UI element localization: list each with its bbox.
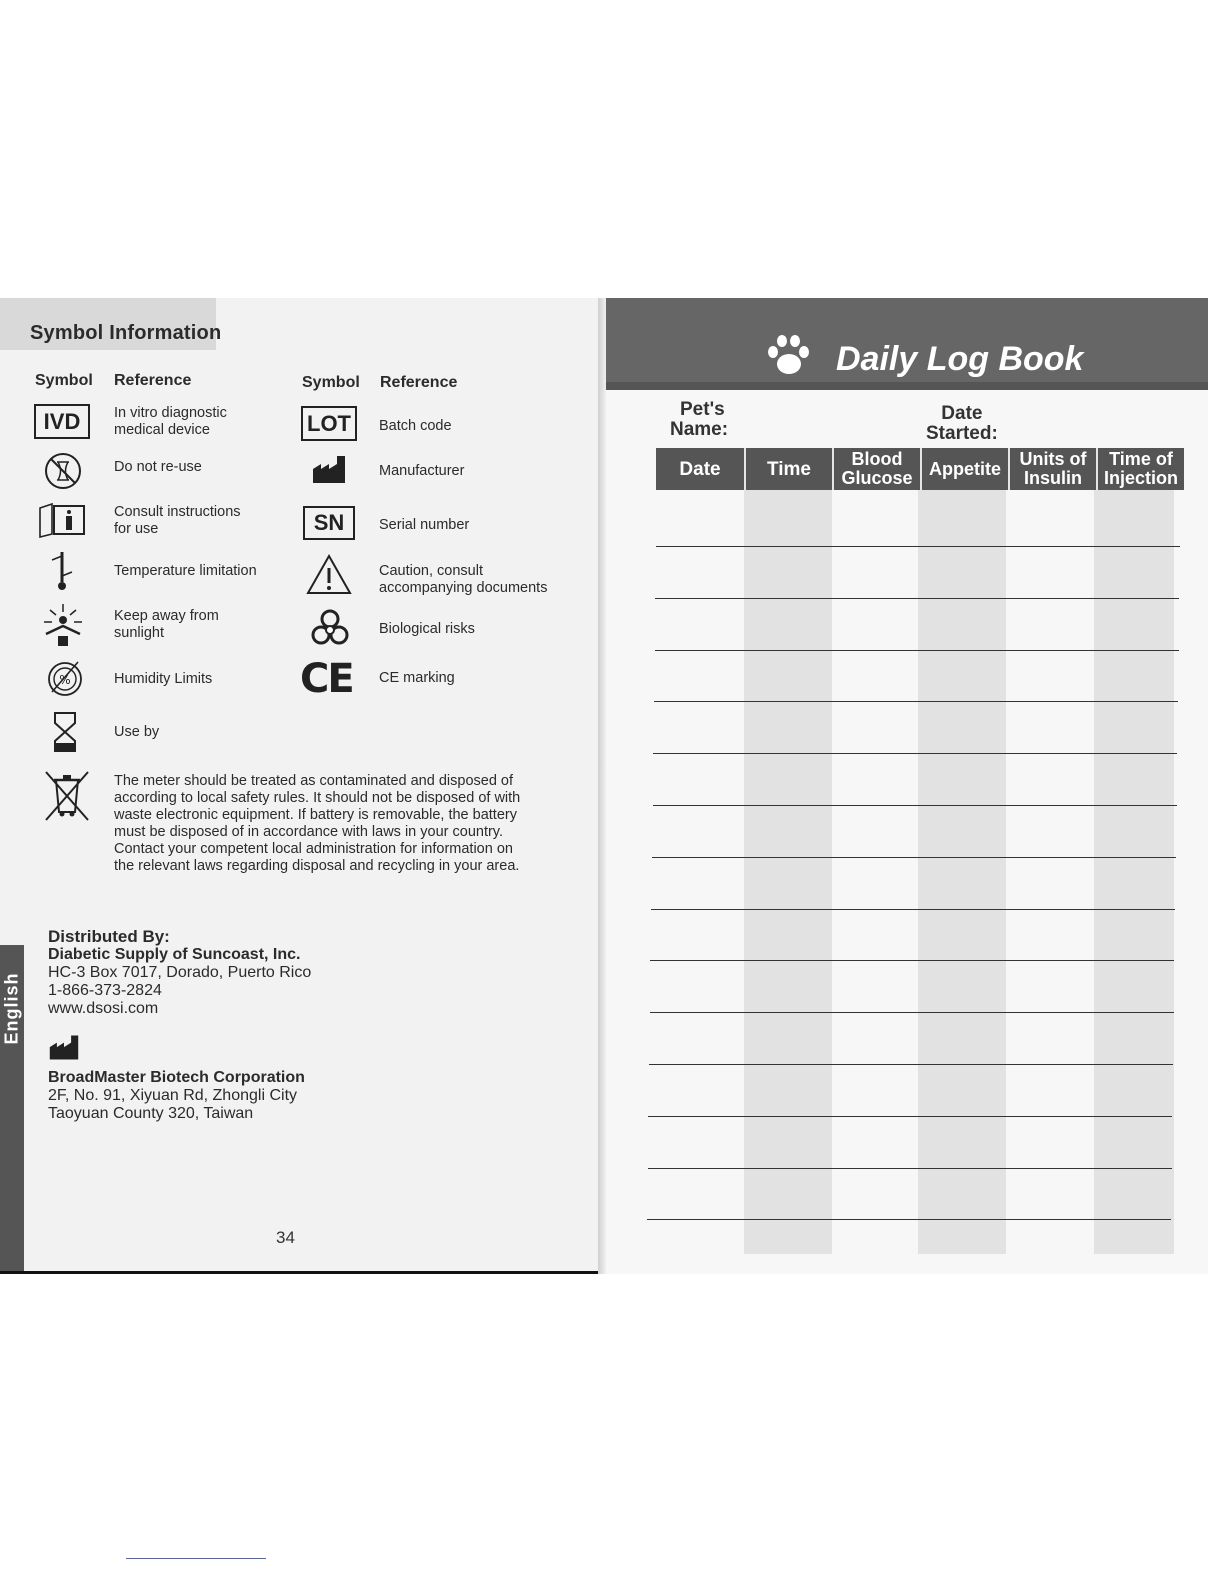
- log-row-line: [654, 701, 1178, 702]
- reference-use-by: Use by: [114, 724, 160, 740]
- hourglass-icon: [50, 710, 80, 754]
- page-number: 34: [276, 1228, 295, 1247]
- biohazard-icon: [308, 606, 352, 650]
- log-row-line: [648, 1116, 1172, 1117]
- manufacturer-logo-icon: [48, 1032, 80, 1069]
- caution-triangle-icon: [306, 552, 352, 596]
- reference-consult-instructions: Consult instructions for use: [114, 504, 241, 537]
- section-title: Symbol Information: [30, 322, 222, 344]
- reference-do-not-reuse: Do not re-use: [114, 459, 202, 475]
- do-not-reuse-icon: [42, 450, 84, 492]
- ivd-box-icon: IVD: [34, 404, 90, 439]
- crossed-bin-icon: [42, 770, 92, 822]
- reference-manufacturer: Manufacturer: [379, 463, 465, 479]
- consult-instructions-icon: [38, 500, 88, 540]
- distributor-block: Distributed By: Diabetic Supply of Suncoast, Inc. HC-3 Box 7017, Dorado, Puerto Rico 1-866-373-2824 www.dsosi.com: [48, 927, 312, 1017]
- column-header-reference: Reference: [114, 372, 192, 389]
- language-side-tab-label: English: [1, 972, 22, 1045]
- manufacturer-block: BroadMaster Biotech Corporation 2F, No. 91, Xiyuan Rd, Zhongli City Taoyuan County 320, Taiwan: [48, 1069, 305, 1122]
- log-row-line: [648, 1168, 1172, 1169]
- log-row-line: [656, 546, 1180, 547]
- reference-biological-risks: Biological risks: [379, 621, 475, 637]
- log-row-line: [647, 1219, 1171, 1220]
- reference-humidity: Humidity Limits: [114, 671, 213, 687]
- reference-serial-number: Serial number: [379, 517, 470, 533]
- lot-box-icon: LOT: [301, 406, 357, 441]
- reference-batch-code: Batch code: [379, 418, 452, 434]
- date-started-label: Date Started:: [926, 403, 998, 444]
- temperature-limit-icon: [44, 548, 80, 594]
- header-blood-glucose: Blood Glucose: [832, 448, 920, 490]
- weee-notice: The meter should be treated as contaminated and disposed of according to local safety rules. It should not be disposed of with waste electronic equipment. If battery is removable, the battery must be disposed of in accordance with laws in your country. Contact your competent local administration for information on the relevant laws regarding disposal and recycling in your area.: [114, 773, 521, 874]
- title-banner-stripe: [606, 382, 1208, 390]
- column-stripe-time: [744, 490, 832, 1254]
- column-header-symbol-2: Symbol: [302, 374, 360, 391]
- log-row-line: [653, 753, 1177, 754]
- reference-sunlight: Keep away from sunlight: [114, 608, 219, 641]
- page-bottom-rule: [0, 1271, 604, 1274]
- header-time: Time: [744, 448, 832, 490]
- log-row-line: [652, 857, 1176, 858]
- log-row-line: [655, 650, 1179, 651]
- column-header-reference-2: Reference: [380, 374, 458, 391]
- log-row-line: [650, 960, 1174, 961]
- paw-print-icon: [762, 332, 812, 383]
- reference-temperature: Temperature limitation: [114, 563, 257, 579]
- log-row-line: [650, 1012, 1174, 1013]
- humidity-limits-icon: [44, 658, 86, 700]
- column-header-symbol: Symbol: [35, 372, 93, 389]
- ce-mark-icon: CE: [300, 656, 353, 702]
- pets-name-label: Pet's Name:: [670, 399, 729, 440]
- reference-caution: Caution, consult accompanying documents: [379, 563, 548, 596]
- book-spine: [598, 298, 606, 1274]
- sn-box-icon: SN: [303, 506, 355, 540]
- log-book-title: Daily Log Book: [836, 340, 1084, 378]
- manufacturer-icon: [310, 454, 348, 486]
- header-time-of-injection: Time of Injection: [1096, 448, 1184, 490]
- svg-text:%: %: [59, 673, 71, 687]
- header-units-of-insulin: Units of Insulin: [1008, 448, 1096, 490]
- column-stripe-appetite: [918, 490, 1006, 1254]
- log-row-line: [653, 805, 1177, 806]
- header-appetite: Appetite: [920, 448, 1008, 490]
- reference-ivd: In vitro diagnostic medical device: [114, 405, 227, 438]
- log-row-line: [651, 909, 1175, 910]
- column-stripe-injection: [1094, 490, 1174, 1254]
- header-date: Date: [679, 458, 721, 480]
- keep-away-sunlight-icon: [38, 602, 88, 648]
- scan-artifact-line: [126, 1558, 266, 1559]
- reference-ce-marking: CE marking: [379, 670, 455, 686]
- log-row-line: [649, 1064, 1173, 1065]
- log-row-line: [655, 598, 1179, 599]
